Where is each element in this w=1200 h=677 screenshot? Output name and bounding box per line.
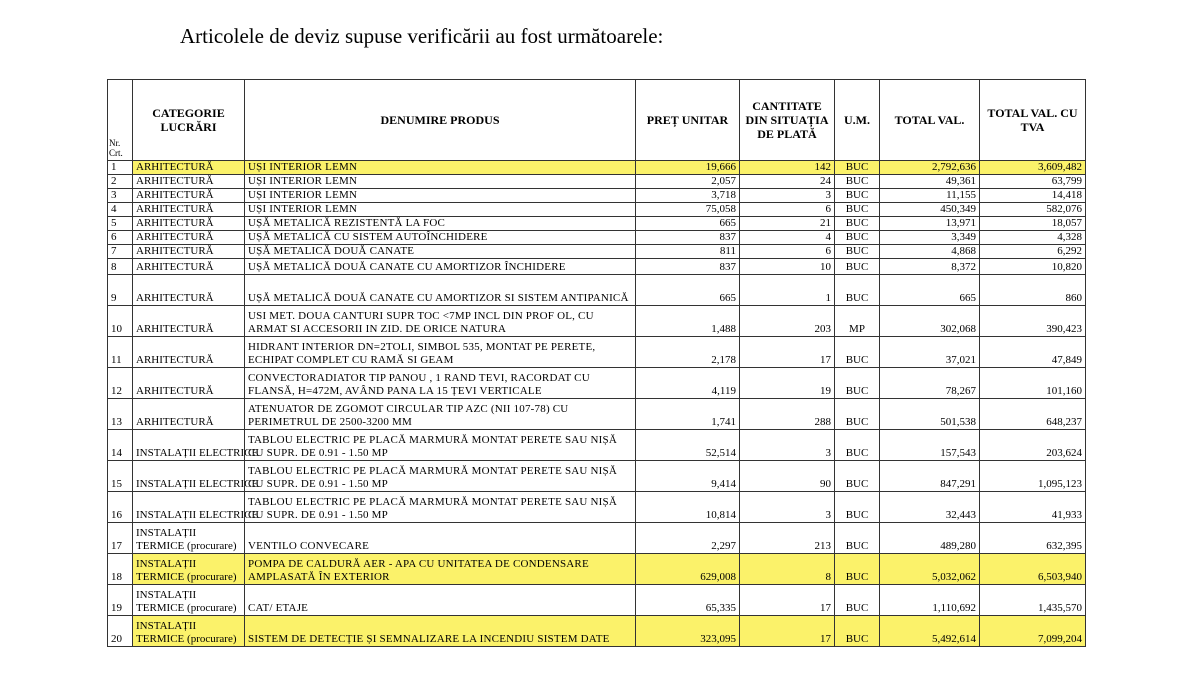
header-nr: Nr. Crt. xyxy=(108,80,133,161)
row-categorie: INSTALAȚII ELECTRICE xyxy=(133,492,245,523)
header-total: TOTAL VAL. xyxy=(880,80,980,161)
row-denumire: UȘĂ METALICĂ CU SISTEM AUTOÎNCHIDERE xyxy=(245,231,636,245)
row-pret: 4,119 xyxy=(636,368,740,399)
row-total-tva: 4,328 xyxy=(980,231,1086,245)
row-categorie: ARHITECTURĂ xyxy=(133,161,245,175)
row-um: BUC xyxy=(835,231,880,245)
row-categorie: INSTALAȚII TERMICE (procurare) xyxy=(133,523,245,554)
row-um: BUC xyxy=(835,523,880,554)
row-cantitate: 4 xyxy=(740,231,835,245)
row-um: BUC xyxy=(835,189,880,203)
row-total: 78,267 xyxy=(880,368,980,399)
row-um: BUC xyxy=(835,430,880,461)
table-row xyxy=(108,231,1086,245)
table-row xyxy=(108,554,1086,585)
row-denumire: UȘĂ METALICĂ DOUĂ CANATE CU AMORTIZOR SI SISTEM ANTIPANICĂ xyxy=(245,275,636,306)
row-nr: 3 xyxy=(108,189,133,203)
table-row xyxy=(108,492,1086,523)
row-denumire: CAT/ ETAJE xyxy=(245,585,636,616)
row-denumire: USI MET. DOUA CANTURI SUPR TOC <7MP INCL DIN PROF OL, CU ARMAT SI ACCESORII IN ZID. DE ORICE NATURA xyxy=(245,306,636,337)
row-total: 32,443 xyxy=(880,492,980,523)
row-total: 8,372 xyxy=(880,259,980,275)
row-total: 157,543 xyxy=(880,430,980,461)
row-pret: 65,335 xyxy=(636,585,740,616)
row-total-tva: 18,057 xyxy=(980,217,1086,231)
row-categorie: ARHITECTURĂ xyxy=(133,275,245,306)
row-um: BUC xyxy=(835,492,880,523)
header-denumire: DENUMIRE PRODUS xyxy=(245,80,636,161)
table-row xyxy=(108,189,1086,203)
row-pret: 52,514 xyxy=(636,430,740,461)
row-total: 37,021 xyxy=(880,337,980,368)
row-nr: 6 xyxy=(108,231,133,245)
row-pret: 323,095 xyxy=(636,616,740,647)
table-row xyxy=(108,259,1086,275)
row-denumire: POMPA DE CALDURĂ AER - APA CU UNITATEA DE CONDENSARE AMPLASATĂ ÎN EXTERIOR xyxy=(245,554,636,585)
row-pret: 10,814 xyxy=(636,492,740,523)
row-total: 847,291 xyxy=(880,461,980,492)
row-categorie: INSTALAȚII TERMICE (procurare) xyxy=(133,616,245,647)
row-denumire: TABLOU ELECTRIC PE PLACĂ MARMURĂ MONTAT PERETE SAU NIȘĂ CU SUPR. DE 0.91 - 1.50 MP xyxy=(245,492,636,523)
table-row xyxy=(108,585,1086,616)
row-total-tva: 7,099,204 xyxy=(980,616,1086,647)
row-denumire: SISTEM DE DETECȚIE ȘI SEMNALIZARE LA INCENDIU SISTEM DATE xyxy=(245,616,636,647)
row-nr: 7 xyxy=(108,245,133,259)
row-total: 665 xyxy=(880,275,980,306)
row-total-tva: 203,624 xyxy=(980,430,1086,461)
row-total-tva: 860 xyxy=(980,275,1086,306)
table-header-row xyxy=(108,80,1086,161)
row-um: BUC xyxy=(835,245,880,259)
row-nr: 1 xyxy=(108,161,133,175)
row-um: BUC xyxy=(835,203,880,217)
row-denumire: ATENUATOR DE ZGOMOT CIRCULAR TIP AZC (NII 107-78) CU PERIMETRUL DE 2500-3200 MM xyxy=(245,399,636,430)
row-cantitate: 17 xyxy=(740,616,835,647)
row-nr: 15 xyxy=(108,461,133,492)
row-total-tva: 63,799 xyxy=(980,175,1086,189)
row-denumire: UȘI INTERIOR LEMN xyxy=(245,161,636,175)
table-row xyxy=(108,399,1086,430)
row-denumire: UȘĂ METALICĂ DOUĂ CANATE CU AMORTIZOR ÎNCHIDERE xyxy=(245,259,636,275)
row-categorie: ARHITECTURĂ xyxy=(133,175,245,189)
row-total: 1,110,692 xyxy=(880,585,980,616)
table-row xyxy=(108,430,1086,461)
row-categorie: INSTALAȚII TERMICE (procurare) xyxy=(133,585,245,616)
row-total-tva: 10,820 xyxy=(980,259,1086,275)
row-pret: 1,488 xyxy=(636,306,740,337)
row-cantitate: 24 xyxy=(740,175,835,189)
row-total-tva: 6,503,940 xyxy=(980,554,1086,585)
row-total: 11,155 xyxy=(880,189,980,203)
row-cantitate: 6 xyxy=(740,203,835,217)
row-cantitate: 3 xyxy=(740,430,835,461)
row-total: 13,971 xyxy=(880,217,980,231)
row-total-tva: 1,095,123 xyxy=(980,461,1086,492)
row-um: BUC xyxy=(835,585,880,616)
row-um: BUC xyxy=(835,554,880,585)
row-cantitate: 17 xyxy=(740,585,835,616)
row-categorie: ARHITECTURĂ xyxy=(133,337,245,368)
row-nr: 19 xyxy=(108,585,133,616)
row-denumire: UȘĂ METALICĂ DOUĂ CANATE xyxy=(245,245,636,259)
row-um: BUC xyxy=(835,616,880,647)
row-nr: 4 xyxy=(108,203,133,217)
row-categorie: ARHITECTURĂ xyxy=(133,217,245,231)
row-nr: 18 xyxy=(108,554,133,585)
row-total: 3,349 xyxy=(880,231,980,245)
row-denumire: UȘI INTERIOR LEMN xyxy=(245,175,636,189)
table-row xyxy=(108,161,1086,175)
row-um: BUC xyxy=(835,175,880,189)
row-denumire: TABLOU ELECTRIC PE PLACĂ MARMURĂ MONTAT PERETE SAU NIȘĂ CU SUPR. DE 0.91 - 1.50 MP xyxy=(245,461,636,492)
row-cantitate: 1 xyxy=(740,275,835,306)
row-cantitate: 3 xyxy=(740,492,835,523)
row-pret: 629,008 xyxy=(636,554,740,585)
row-total-tva: 1,435,570 xyxy=(980,585,1086,616)
row-categorie: ARHITECTURĂ xyxy=(133,399,245,430)
row-pret: 811 xyxy=(636,245,740,259)
row-categorie: ARHITECTURĂ xyxy=(133,259,245,275)
row-um: BUC xyxy=(835,461,880,492)
header-pret: PREȚ UNITAR xyxy=(636,80,740,161)
row-pret: 75,058 xyxy=(636,203,740,217)
row-total-tva: 582,076 xyxy=(980,203,1086,217)
row-nr: 8 xyxy=(108,259,133,275)
row-um: BUC xyxy=(835,217,880,231)
document-heading: Articolele de deviz supuse verificării au fost următoarele: xyxy=(180,24,664,48)
row-um: BUC xyxy=(835,259,880,275)
row-cantitate: 17 xyxy=(740,337,835,368)
row-um: BUC xyxy=(835,399,880,430)
row-pret: 837 xyxy=(636,231,740,245)
row-nr: 13 xyxy=(108,399,133,430)
header-um: U.M. xyxy=(835,80,880,161)
row-categorie: ARHITECTURĂ xyxy=(133,368,245,399)
row-pret: 2,297 xyxy=(636,523,740,554)
row-total: 2,792,636 xyxy=(880,161,980,175)
row-total: 5,492,614 xyxy=(880,616,980,647)
row-total: 302,068 xyxy=(880,306,980,337)
row-denumire: VENTILO CONVECARE xyxy=(245,523,636,554)
row-um: BUC xyxy=(835,161,880,175)
table-row xyxy=(108,175,1086,189)
row-nr: 17 xyxy=(108,523,133,554)
row-cantitate: 8 xyxy=(740,554,835,585)
row-total-tva: 14,418 xyxy=(980,189,1086,203)
row-pret: 19,666 xyxy=(636,161,740,175)
row-denumire: UȘI INTERIOR LEMN xyxy=(245,189,636,203)
table-body xyxy=(108,161,1086,647)
row-denumire: HIDRANT INTERIOR DN=2TOLI, SIMBOL 535, MONTAT PE PERETE, ECHIPAT COMPLET CU RAMĂ SI GEAM xyxy=(245,337,636,368)
row-cantitate: 10 xyxy=(740,259,835,275)
table-row xyxy=(108,523,1086,554)
row-nr: 10 xyxy=(108,306,133,337)
row-nr: 14 xyxy=(108,430,133,461)
row-total: 5,032,062 xyxy=(880,554,980,585)
row-total: 501,538 xyxy=(880,399,980,430)
row-um: BUC xyxy=(835,368,880,399)
row-cantitate: 142 xyxy=(740,161,835,175)
row-um: BUC xyxy=(835,275,880,306)
row-categorie: INSTALAȚII TERMICE (procurare) xyxy=(133,554,245,585)
row-categorie: ARHITECTURĂ xyxy=(133,231,245,245)
row-total-tva: 47,849 xyxy=(980,337,1086,368)
row-cantitate: 3 xyxy=(740,189,835,203)
header-cantitate: CANTITATE DIN SITUAȚIA DE PLATĂ xyxy=(740,80,835,161)
row-pret: 3,718 xyxy=(636,189,740,203)
row-denumire: UȘĂ METALICĂ REZISTENTĂ LA FOC xyxy=(245,217,636,231)
row-total: 4,868 xyxy=(880,245,980,259)
row-nr: 11 xyxy=(108,337,133,368)
table-row xyxy=(108,245,1086,259)
row-nr: 12 xyxy=(108,368,133,399)
row-total: 450,349 xyxy=(880,203,980,217)
row-total-tva: 101,160 xyxy=(980,368,1086,399)
row-total-tva: 632,395 xyxy=(980,523,1086,554)
row-total-tva: 41,933 xyxy=(980,492,1086,523)
row-denumire: CONVECTORADIATOR TIP PANOU , 1 RAND TEVI, RACORDAT CU FLANSĂ, H=472M, AVÂND PANA LA 15 ȚEVI VERTICALE xyxy=(245,368,636,399)
table-row xyxy=(108,203,1086,217)
row-total-tva: 3,609,482 xyxy=(980,161,1086,175)
row-pret: 1,741 xyxy=(636,399,740,430)
row-um: BUC xyxy=(835,337,880,368)
row-denumire: TABLOU ELECTRIC PE PLACĂ MARMURĂ MONTAT PERETE SAU NIȘĂ CU SUPR. DE 0.91 - 1.50 MP xyxy=(245,430,636,461)
table-row xyxy=(108,337,1086,368)
header-categorie: CATEGORIE LUCRĂRI xyxy=(133,80,245,161)
row-denumire: UȘI INTERIOR LEMN xyxy=(245,203,636,217)
row-cantitate: 213 xyxy=(740,523,835,554)
header-total-tva: TOTAL VAL. CU TVA xyxy=(980,80,1086,161)
row-pret: 665 xyxy=(636,275,740,306)
row-nr: 5 xyxy=(108,217,133,231)
table-row xyxy=(108,306,1086,337)
row-nr: 2 xyxy=(108,175,133,189)
row-pret: 2,178 xyxy=(636,337,740,368)
table-row xyxy=(108,217,1086,231)
row-pret: 665 xyxy=(636,217,740,231)
table-row xyxy=(108,275,1086,306)
row-nr: 16 xyxy=(108,492,133,523)
row-nr: 20 xyxy=(108,616,133,647)
table-row xyxy=(108,616,1086,647)
table-row xyxy=(108,368,1086,399)
row-categorie: INSTALAȚII ELECTRICE xyxy=(133,430,245,461)
row-categorie: ARHITECTURĂ xyxy=(133,203,245,217)
row-um: MP xyxy=(835,306,880,337)
row-categorie: ARHITECTURĂ xyxy=(133,245,245,259)
row-cantitate: 19 xyxy=(740,368,835,399)
row-total: 49,361 xyxy=(880,175,980,189)
row-total: 489,280 xyxy=(880,523,980,554)
table-row xyxy=(108,461,1086,492)
row-total-tva: 390,423 xyxy=(980,306,1086,337)
row-pret: 837 xyxy=(636,259,740,275)
row-pret: 9,414 xyxy=(636,461,740,492)
row-total-tva: 648,237 xyxy=(980,399,1086,430)
row-cantitate: 6 xyxy=(740,245,835,259)
row-nr: 9 xyxy=(108,275,133,306)
row-categorie: INSTALAȚII ELECTRICE xyxy=(133,461,245,492)
row-cantitate: 90 xyxy=(740,461,835,492)
row-cantitate: 203 xyxy=(740,306,835,337)
row-pret: 2,057 xyxy=(636,175,740,189)
row-categorie: ARHITECTURĂ xyxy=(133,189,245,203)
deviz-table xyxy=(107,79,1086,647)
row-categorie: ARHITECTURĂ xyxy=(133,306,245,337)
row-cantitate: 288 xyxy=(740,399,835,430)
row-cantitate: 21 xyxy=(740,217,835,231)
row-total-tva: 6,292 xyxy=(980,245,1086,259)
